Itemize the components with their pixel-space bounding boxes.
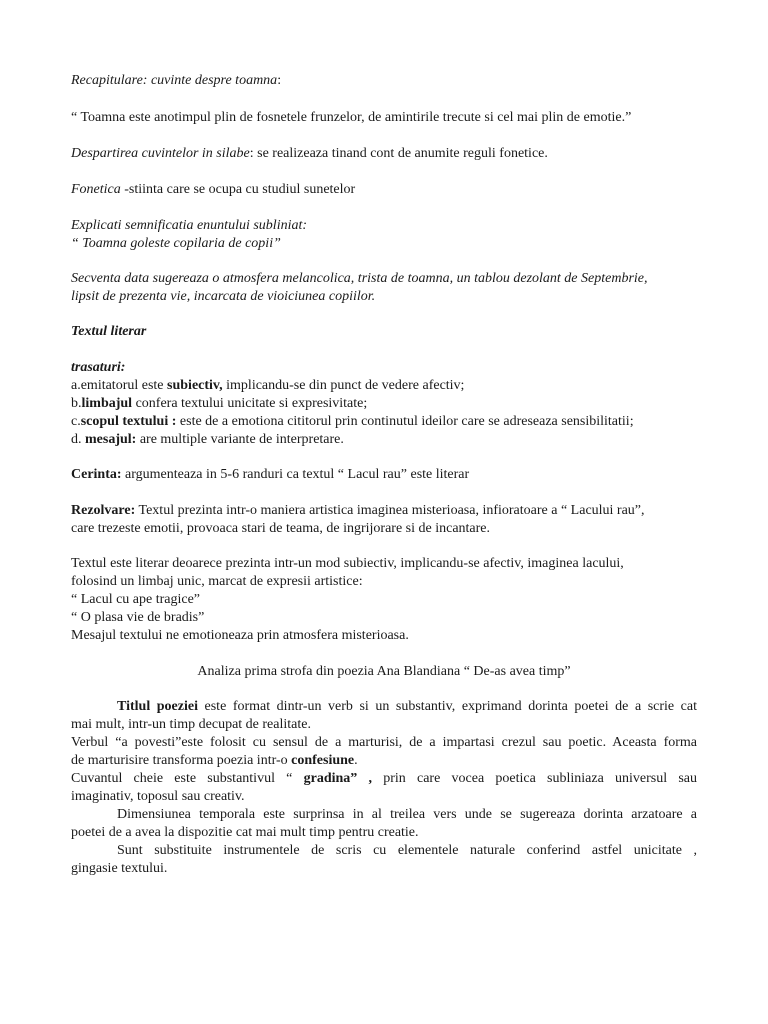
trasatura-d: d. mesajul: are multiple variante de interpretare. xyxy=(71,432,344,447)
recap-heading xyxy=(71,72,697,90)
recap-label: Recapitulare: cuvinte despre toamna xyxy=(71,73,278,88)
analysis-p5-a: Sunt substituite instrumentele de scris cu elementele naturale conferind astfel unicitate , xyxy=(117,843,697,858)
secventa-line-1: Secventa data sugereaza o atmosfera melancolica, trista de toamna, un tablou dezolant de Septembrie, xyxy=(71,271,648,286)
explain-line-2: “ Toamna goleste copilaria de copii” xyxy=(71,236,281,251)
cerinta-label: Cerinta: xyxy=(71,467,122,482)
analysis-p3-b: imaginativ, toposul sau creativ. xyxy=(71,789,245,804)
rezolvare-paragraph: Rezolvare: Textul prezinta intr-o maniera artistica imaginea misterioasa, infioratoare a “ Lacului rau”, care trezeste emotii, provoaca stari de teama, de ingrijorare si de incantare. xyxy=(71,503,645,536)
cerinta-line xyxy=(71,466,697,484)
analysis-p4-b: poetei de a avea la dispozitie cat mai mult timp pentru creatie. xyxy=(71,825,419,840)
section-heading-textul-literar: Textul literar xyxy=(71,324,147,339)
argument-paragraph: Textul este literar deoarece prezinta intr-un mod subiectiv, implicandu-se afectiv, imaginea lacului, folosind un limbaj unic, marcat de expresii artistice: “ Lacul cu ape tragice” “ O plasa vie de bradis” Mesajul textului ne emotioneaza prin atmosfera misterioasa. xyxy=(71,555,697,645)
fonetica-text: -stiinta care se ocupa cu studiul sunetelor xyxy=(120,182,356,197)
trasatura-c: c.scopul textului : este de a emotiona cititorul prin continutul ideilor care se adreseaza sensibilitatii; xyxy=(71,414,634,429)
analysis-p1-b: mai mult, intr-un timp decupat de realitate. xyxy=(71,717,311,732)
analysis-title: Analiza prima strofa din poezia Ana Blandiana “ De-as avea timp” xyxy=(197,664,571,679)
fonetica-definition xyxy=(71,181,697,199)
secventa-paragraph xyxy=(71,270,697,306)
trasatura-b: b.limbajul confera textului unicitate si expresivitate; xyxy=(71,396,368,411)
explain-line-1: Explicati semnificatia enuntului subliniat: xyxy=(71,218,308,233)
autumn-quote: “ Toamna este anotimpul plin de fosnetele frunzelor, de amintirile trecute si cel mai plin de emotie.” xyxy=(71,110,632,125)
analysis-p1-a: Titlul poeziei este format dintr-un verb si un substantiv, exprimand dorinta poetei de a scrie cat xyxy=(117,699,697,714)
syllable-text: : se realizeaza tinand cont de anumite reguli fonetice. xyxy=(249,146,548,161)
recap-colon: : xyxy=(277,73,282,88)
analysis-p3-a: Cuvantul cheie este substantivul “ gradina” , prin care vocea poetica subliniaza universul sau xyxy=(71,771,697,786)
syllable-definition xyxy=(71,145,697,163)
trasaturi-title: trasaturi: xyxy=(71,360,126,375)
syllable-label: Despartirea cuvintelor in silabe xyxy=(71,146,250,161)
cerinta-text: argumenteaza in 5-6 randuri ca textul “ Lacul rau” este literar xyxy=(121,467,470,482)
fonetica-label: Fonetica xyxy=(71,182,121,197)
analysis-p5-b: gingasie textului. xyxy=(71,861,168,876)
secventa-line-2: lipsit de prezenta vie, incarcata de vioiciunea copiilor. xyxy=(71,289,376,304)
analysis-p2-b: de marturisire transforma poezia intr-o confesiune. xyxy=(71,753,358,768)
explain-task xyxy=(71,217,697,253)
analysis-body xyxy=(71,698,697,878)
trasatura-a: a.emitatorul este subiectiv, implicandu-se din punct de vedere afectiv; xyxy=(71,378,465,393)
quote-lacul: “ Lacul cu ape tragice” xyxy=(71,592,201,607)
analysis-p2-a: Verbul “a povesti”este folosit cu sensul de a marturisi, de a impartasi crezul sau poetic. Aceasta forma xyxy=(71,735,697,750)
quote-plasa: “ O plasa vie de bradis” xyxy=(71,610,205,625)
analysis-p4-a: Dimensiunea temporala este surprinsa in al treilea vers unde se sugereaza dorinta arzatoare a xyxy=(117,807,697,822)
trasaturi-list xyxy=(71,359,697,449)
rezolvare-label: Rezolvare: xyxy=(71,503,136,518)
titlul-label: Titlul poeziei xyxy=(117,699,198,714)
